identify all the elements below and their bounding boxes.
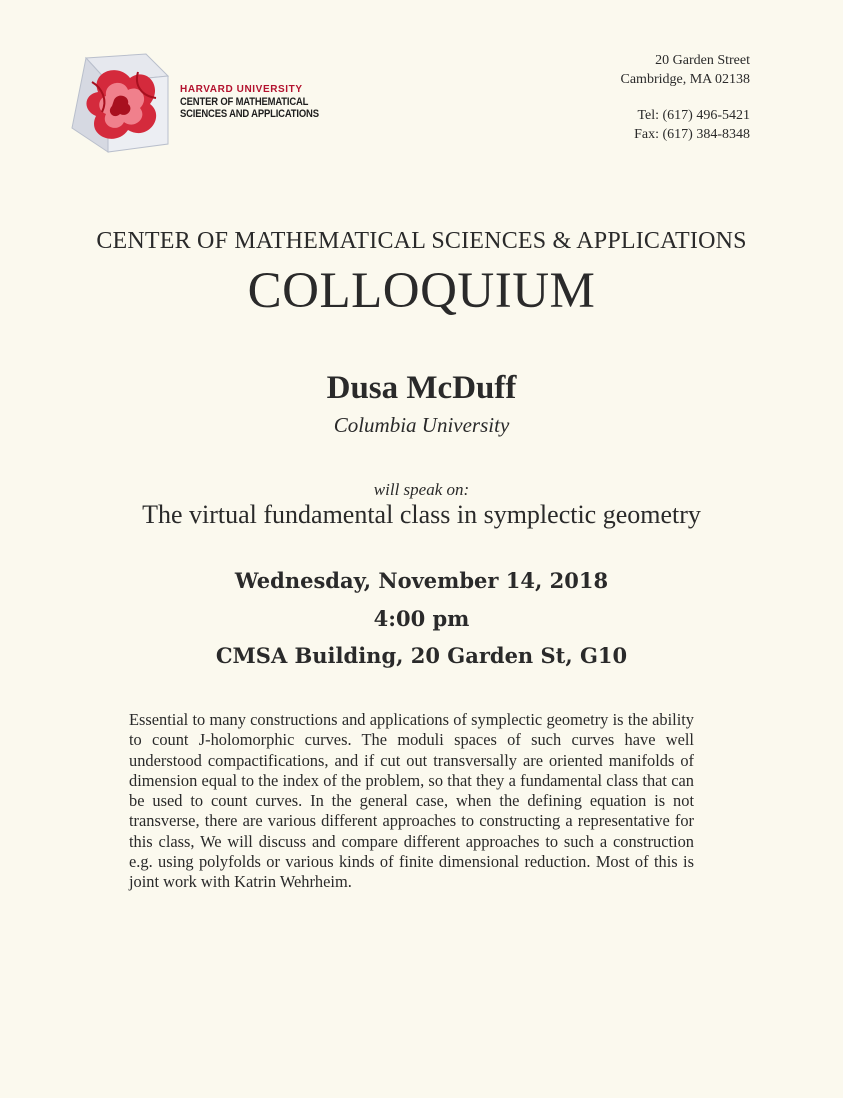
event-location: CMSA Building, 20 Garden St, G10 (215, 643, 628, 668)
address-tel: Tel: (617) 496-5421 (637, 108, 750, 123)
abstract-paragraph: Essential to many constructions and applications of symplectic geometry is the ability to count J-holomorphic curves. The moduli spaces of such curves have well understood compactifications, and if cut out transversally are oriented manifolds of dimension equal to the index of the problem, so that they a fundamental class that can be used to count curves. In the general case, when the defining equation is not transverse, there are various different approaches to constructing a representative for this class, We will discuss and compare different approaches to such a construction e.g. using polyfolds or various kinds of finite dimensional reduction. Most of this is joint work with Katrin Wehrheim. (129, 710, 694, 892)
center-name-heading: CENTER OF MATHEMATICAL SCIENCES & APPLICATIONS (96, 228, 747, 254)
logo-university-name: HARVARD UNIVERSITY (180, 84, 303, 95)
event-time: 4:00 pm (373, 606, 470, 631)
cmsa-logo (68, 52, 318, 162)
logo-center-line-1: CENTER OF MATHEMATICAL (180, 96, 309, 108)
logo-center-line-2: SCIENCES AND APPLICATIONS (180, 108, 319, 120)
contact-address (621, 51, 751, 144)
cube-emblem-icon (68, 52, 172, 156)
address-fax: Fax: (617) 384-8348 (634, 127, 750, 142)
address-street: 20 Garden Street (655, 53, 750, 68)
speaker-name: Dusa McDuff (326, 370, 517, 406)
talk-title: The virtual fundamental class in symplectic geometry (142, 500, 701, 529)
address-spacer (621, 89, 751, 106)
event-date: Wednesday, November 14, 2018 (234, 568, 609, 593)
speak-on-label: will speak on: (373, 480, 470, 499)
speaker-affiliation: Columbia University (333, 413, 510, 437)
address-city: Cambridge, MA 02138 (620, 72, 750, 87)
series-title: COLLOQUIUM (247, 263, 596, 319)
logo-wordmark (180, 84, 341, 120)
